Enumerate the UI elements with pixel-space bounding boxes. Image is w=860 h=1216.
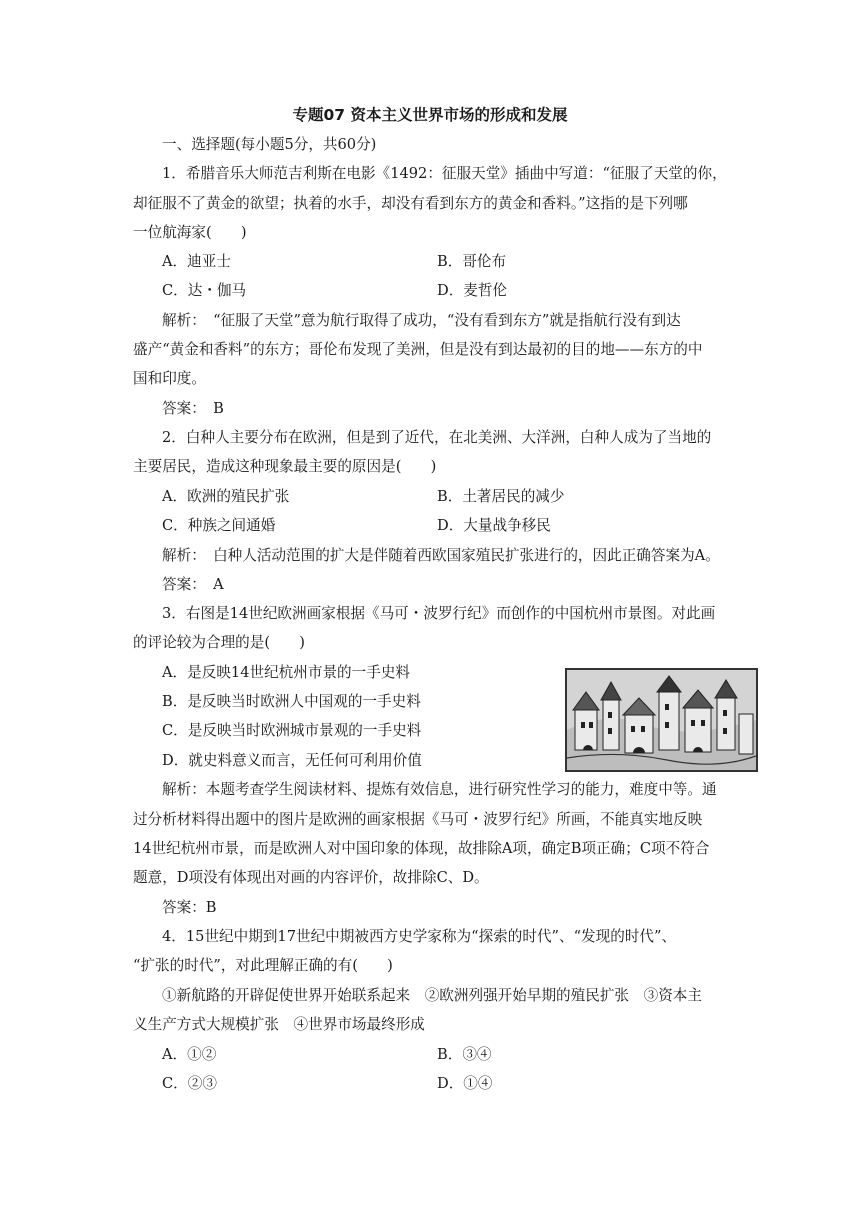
q1-option-c: C．达・伽马 (162, 282, 247, 299)
q1-stem-line: 1．希腊音乐大师范吉利斯在电影《1492：征服天堂》插曲中写道：“征服了天堂的你， (162, 165, 727, 182)
q3-stem-line: 的评论较为合理的是( ) (133, 634, 305, 651)
q4-items-line: ①新航路的开辟促使世界开始联系起来 ②欧洲列强开始早期的殖民扩张 ③资本主 (162, 987, 702, 1004)
q3-answer: 答案：B (162, 899, 217, 916)
q4-option-b: B．③④ (437, 1046, 492, 1063)
q1-option-d: D．麦哲伦 (437, 282, 508, 299)
q3-analysis-line: 题意，D项没有体现出对画的内容评价，故排除C、D。 (133, 869, 489, 886)
q2-option-d: D．大量战争移民 (437, 517, 551, 534)
q3-analysis-line: 过分析材料得出题中的图片是欧洲的画家根据《马可・波罗行纪》所画，不能真实地反映 (133, 811, 703, 828)
q2-option-a: A．欧洲的殖民扩张 (162, 488, 290, 505)
q1-stem-line: 却征服不了黄金的欲望；执着的水手，却没有看到东方的黄金和香料。”这指的是下列哪 (133, 195, 688, 212)
q2-analysis-line: 解析： 白种人活动范围的扩大是伴随着西欧国家殖民扩张进行的，因此正确答案为A。 (162, 547, 720, 564)
q4-stem-line: 4．15世纪中期到17世纪中期被西方史学家称为“探索的时代”、“发现的时代”、 (162, 928, 677, 945)
q2-stem-line: 主要居民，造成这种现象最主要的原因是( ) (133, 458, 437, 475)
q3-option-a: A．是反映14世纪杭州市景的一手史料 (162, 664, 411, 681)
q1-option-b: B．哥伦布 (437, 253, 507, 270)
q2-option-c: C．种族之间通婚 (162, 517, 276, 534)
q1-option-a: A．迪亚士 (162, 253, 231, 270)
q3-stem-line: 3．右图是14世纪欧洲画家根据《马可・波罗行纪》而创作的中国杭州市景图。对此画 (162, 605, 716, 622)
q4-option-a: A．①② (162, 1046, 217, 1063)
q1-analysis-line: 盛产“黄金和香料”的东方；哥伦布发现了美洲，但是没有到达最初的目的地——东方的中 (133, 341, 703, 358)
section-heading: 一、选择题(每小题5分，共60分) (162, 136, 377, 153)
q3-analysis-line: 解析：本题考查学生阅读材料、提炼有效信息，进行研究性学习的能力，难度中等。通 (162, 781, 717, 798)
q1-analysis-line: 国和印度。 (133, 370, 206, 387)
hangzhou-painting-image (565, 668, 758, 772)
q1-answer: 答案： B (162, 400, 224, 417)
q2-stem-line: 2．白种人主要分布在欧洲，但是到了近代，在北美洲、大洋洲，白种人成为了当地的 (162, 429, 712, 446)
q3-analysis-line: 14世纪杭州市景，而是欧洲人对中国印象的体现，故排除A项，确定B项正确；C项不符合 (133, 840, 710, 857)
q3-option-c: C．是反映当时欧洲城市景观的一手史料 (162, 722, 422, 739)
q1-analysis-line: 解析： “征服了天堂”意为航行取得了成功，“没有看到东方”就是指航行没有到达 (162, 312, 681, 329)
q4-option-d: D．①④ (437, 1075, 493, 1092)
q4-stem-line: “扩张的时代”，对此理解正确的有( ) (133, 957, 393, 974)
q2-option-b: B．土著居民的减少 (437, 488, 565, 505)
q3-option-d: D．就史料意义而言，无任何可利用价值 (162, 752, 422, 769)
q3-option-b: B．是反映当时欧洲人中国观的一手史料 (162, 693, 421, 710)
q4-items-line: 义生产方式大规模扩张 ④世界市场最终形成 (133, 1016, 425, 1033)
q2-answer: 答案： A (162, 576, 224, 593)
document-title: 专题07 资本主义世界市场的形成和发展 (292, 106, 568, 124)
q1-stem-line: 一位航海家( ) (133, 224, 247, 241)
q4-option-c: C．②③ (162, 1075, 217, 1092)
